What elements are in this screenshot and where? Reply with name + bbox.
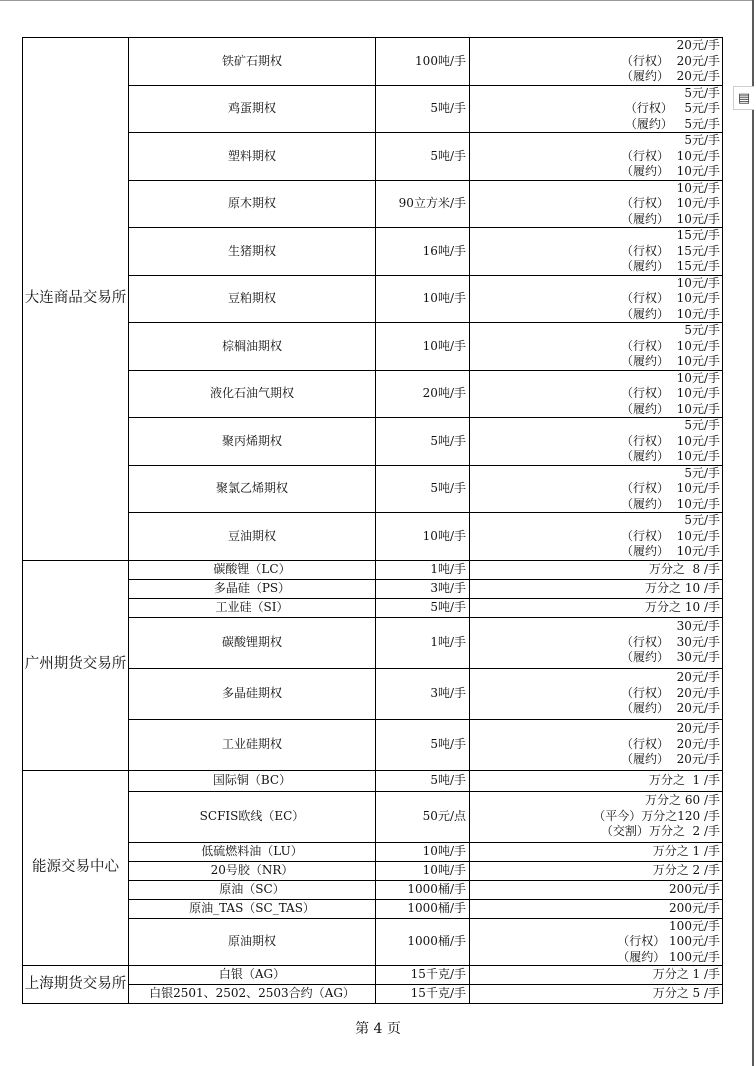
fee-cell xyxy=(470,418,723,466)
fee-line: （履约） 100元/手 xyxy=(617,949,720,964)
fee-line: （行权） 10元/手 xyxy=(621,291,720,305)
fee-cell xyxy=(470,513,723,561)
fee-line: （行权） 10元/手 xyxy=(621,148,720,163)
fee-line: 10元/手 xyxy=(676,180,720,195)
contract-unit-cell: 15千克/手 xyxy=(376,985,470,1004)
fee-cell xyxy=(470,770,723,791)
fee-line: 万分之 10 /手 xyxy=(645,580,720,595)
fee-line: （履约） 10元/手 xyxy=(621,164,720,178)
fee-line: 200元/手 xyxy=(669,900,720,915)
fee-line: 20元/手 xyxy=(676,38,720,52)
fee-line: 5元/手 xyxy=(684,418,720,432)
fee-line: 10元/手 xyxy=(676,275,720,290)
fee-cell xyxy=(470,560,723,579)
fee-cell xyxy=(470,842,723,861)
fee-table xyxy=(22,37,723,1004)
fee-line: （履约） 10元/手 xyxy=(621,401,720,416)
product-cell: 生猪期权 xyxy=(129,228,376,276)
fee-line: 20元/手 xyxy=(676,670,720,685)
table-row xyxy=(23,38,723,86)
contract-unit-cell: 10吨/手 xyxy=(376,275,470,323)
fee-line: （行权） 10元/手 xyxy=(621,338,720,353)
product-cell: 碳酸锂（LC） xyxy=(129,560,376,579)
exchange-cell: 能源交易中心 xyxy=(23,770,129,966)
product-cell: 白银（AG） xyxy=(129,966,376,985)
contract-unit-cell: 20吨/手 xyxy=(376,370,470,418)
fee-line: 万分之 5 /手 xyxy=(652,986,720,1001)
fee-cell xyxy=(470,861,723,880)
table-row xyxy=(23,560,723,579)
fee-line: 5元/手 xyxy=(684,465,720,480)
fee-line: （行权） 10元/手 xyxy=(621,433,720,448)
product-cell: 原油期权 xyxy=(129,918,376,966)
product-cell: 塑料期权 xyxy=(129,133,376,181)
fee-line: 10元/手 xyxy=(676,370,720,385)
product-cell: 豆粕期权 xyxy=(129,275,376,323)
contract-unit-cell: 5吨/手 xyxy=(376,465,470,513)
fee-line: （行权） 30元/手 xyxy=(621,634,720,649)
contract-unit-cell: 10吨/手 xyxy=(376,842,470,861)
product-cell: 原油_TAS（SC_TAS） xyxy=(129,899,376,918)
fee-line: 万分之 1 /手 xyxy=(648,772,720,787)
product-cell: 工业硅（SI） xyxy=(129,598,376,617)
fee-line: （履约） 10元/手 xyxy=(621,544,720,558)
contract-unit-cell: 1000桶/手 xyxy=(376,899,470,918)
side-panel-icon[interactable]: ▤ xyxy=(733,86,754,110)
fee-line: （履约） 15元/手 xyxy=(621,259,720,273)
contract-unit-cell: 10吨/手 xyxy=(376,323,470,371)
fee-line: 20元/手 xyxy=(676,721,720,736)
contract-unit-cell: 5吨/手 xyxy=(376,719,470,770)
fee-cell xyxy=(470,719,723,770)
fee-cell xyxy=(470,323,723,371)
product-cell: 原木期权 xyxy=(129,180,376,228)
contract-unit-cell: 5吨/手 xyxy=(376,85,470,133)
contract-unit-cell: 1吨/手 xyxy=(376,617,470,668)
fee-line: （履约） 30元/手 xyxy=(621,650,720,665)
product-cell: 20号胶（NR） xyxy=(129,861,376,880)
page-right-border xyxy=(752,0,754,1066)
fee-cell xyxy=(470,180,723,228)
fee-line: （行权） 20元/手 xyxy=(621,53,720,68)
fee-line: 万分之 1 /手 xyxy=(652,843,720,858)
fee-cell xyxy=(470,598,723,617)
fee-cell xyxy=(470,38,723,86)
fee-cell xyxy=(470,985,723,1004)
fee-line: 30元/手 xyxy=(676,619,720,634)
fee-cell xyxy=(470,880,723,899)
fee-line: （履约） 10元/手 xyxy=(621,354,720,368)
fee-cell xyxy=(470,966,723,985)
contract-unit-cell: 5吨/手 xyxy=(376,418,470,466)
fee-line: （行权） 20元/手 xyxy=(621,736,720,751)
contract-unit-cell: 1000桶/手 xyxy=(376,880,470,899)
fee-cell xyxy=(470,370,723,418)
fee-cell xyxy=(470,918,723,966)
fee-line: （行权） 20元/手 xyxy=(621,685,720,700)
fee-line: （履约） 10元/手 xyxy=(621,211,720,226)
fee-line: 5元/手 xyxy=(684,323,720,337)
fee-line: 100元/手 xyxy=(669,918,720,933)
product-cell: 白银2501、2502、2503合约（AG） xyxy=(129,985,376,1004)
contract-unit-cell: 5吨/手 xyxy=(376,598,470,617)
fee-cell xyxy=(470,617,723,668)
fee-line: （平今）万分之120 /手 xyxy=(593,808,720,823)
fee-line: 万分之 8 /手 xyxy=(648,561,720,576)
exchange-cell: 大连商品交易所 xyxy=(23,38,129,561)
contract-unit-cell: 5吨/手 xyxy=(376,133,470,181)
table-row xyxy=(23,770,723,791)
fee-cell xyxy=(470,228,723,276)
fee-line: （行权） 10元/手 xyxy=(621,196,720,210)
fee-line: （行权） 10元/手 xyxy=(621,386,720,400)
fee-cell xyxy=(470,85,723,133)
contract-unit-cell: 3吨/手 xyxy=(376,579,470,598)
fee-cell xyxy=(470,133,723,181)
fee-line: （行权） 15元/手 xyxy=(621,243,720,258)
page-number: 第 4 页 xyxy=(355,1021,401,1037)
fee-line: 万分之 1 /手 xyxy=(652,967,720,982)
product-cell: 低硫燃料油（LU） xyxy=(129,842,376,861)
fee-line: （履约） 10元/手 xyxy=(621,496,720,511)
fee-line: （履约） 20元/手 xyxy=(621,752,720,767)
contract-unit-cell: 10吨/手 xyxy=(376,513,470,561)
contract-unit-cell: 5吨/手 xyxy=(376,770,470,791)
fee-cell xyxy=(470,579,723,598)
contract-unit-cell: 1000桶/手 xyxy=(376,918,470,966)
contract-unit-cell: 10吨/手 xyxy=(376,861,470,880)
fee-line: （行权） 100元/手 xyxy=(617,934,720,948)
fee-line: （履约） 20元/手 xyxy=(621,69,720,83)
fee-cell xyxy=(470,465,723,513)
product-cell: 碳酸锂期权 xyxy=(129,617,376,668)
contract-unit-cell: 3吨/手 xyxy=(376,668,470,719)
fee-cell xyxy=(470,899,723,918)
table-row xyxy=(23,966,723,985)
product-cell: 聚氯乙烯期权 xyxy=(129,465,376,513)
fee-line: 万分之 2 /手 xyxy=(652,862,720,877)
fee-line: （行权） 5元/手 xyxy=(624,101,720,115)
fee-line: （行权） 10元/手 xyxy=(621,481,720,495)
contract-unit-cell: 1吨/手 xyxy=(376,560,470,579)
page-top-border xyxy=(0,0,754,1)
product-cell: 液化石油气期权 xyxy=(129,370,376,418)
fee-cell xyxy=(470,668,723,719)
fee-line: 5元/手 xyxy=(684,133,720,147)
product-cell: 工业硅期权 xyxy=(129,719,376,770)
contract-unit-cell: 100吨/手 xyxy=(376,38,470,86)
product-cell: 多晶硅期权 xyxy=(129,668,376,719)
fee-cell xyxy=(470,791,723,842)
exchange-cell: 上海期货交易所 xyxy=(23,966,129,1004)
product-cell: 国际铜（BC） xyxy=(129,770,376,791)
fee-line: 万分之 60 /手 xyxy=(645,793,720,808)
fee-line: 15元/手 xyxy=(676,228,720,242)
contract-unit-cell: 50元/点 xyxy=(376,791,470,842)
product-cell: 豆油期权 xyxy=(129,513,376,561)
exchange-cell: 广州期货交易所 xyxy=(23,560,129,770)
fee-line: （交割）万分之 2 /手 xyxy=(600,824,720,839)
fee-line: 5元/手 xyxy=(684,85,720,100)
product-cell: 鸡蛋期权 xyxy=(129,85,376,133)
product-cell: 棕榈油期权 xyxy=(129,323,376,371)
fee-line: （履约） 10元/手 xyxy=(621,306,720,321)
fee-line: （履约） 10元/手 xyxy=(621,449,720,463)
fee-line: （履约） 20元/手 xyxy=(621,701,720,716)
fee-line: 5元/手 xyxy=(684,513,720,527)
fee-line: （履约） 5元/手 xyxy=(624,116,720,131)
contract-unit-cell: 15千克/手 xyxy=(376,966,470,985)
fee-table-body xyxy=(23,38,723,1004)
product-cell: 聚丙烯期权 xyxy=(129,418,376,466)
contract-unit-cell: 16吨/手 xyxy=(376,228,470,276)
fee-line: 200元/手 xyxy=(669,881,720,896)
product-cell: 多晶硅（PS） xyxy=(129,579,376,598)
product-cell: SCFIS欧线（EC） xyxy=(129,791,376,842)
contract-unit-cell: 90立方米/手 xyxy=(376,180,470,228)
fee-line: （行权） 10元/手 xyxy=(621,528,720,543)
fee-cell xyxy=(470,275,723,323)
product-cell: 铁矿石期权 xyxy=(129,38,376,86)
fee-line: 万分之 10 /手 xyxy=(645,599,720,614)
product-cell: 原油（SC） xyxy=(129,880,376,899)
